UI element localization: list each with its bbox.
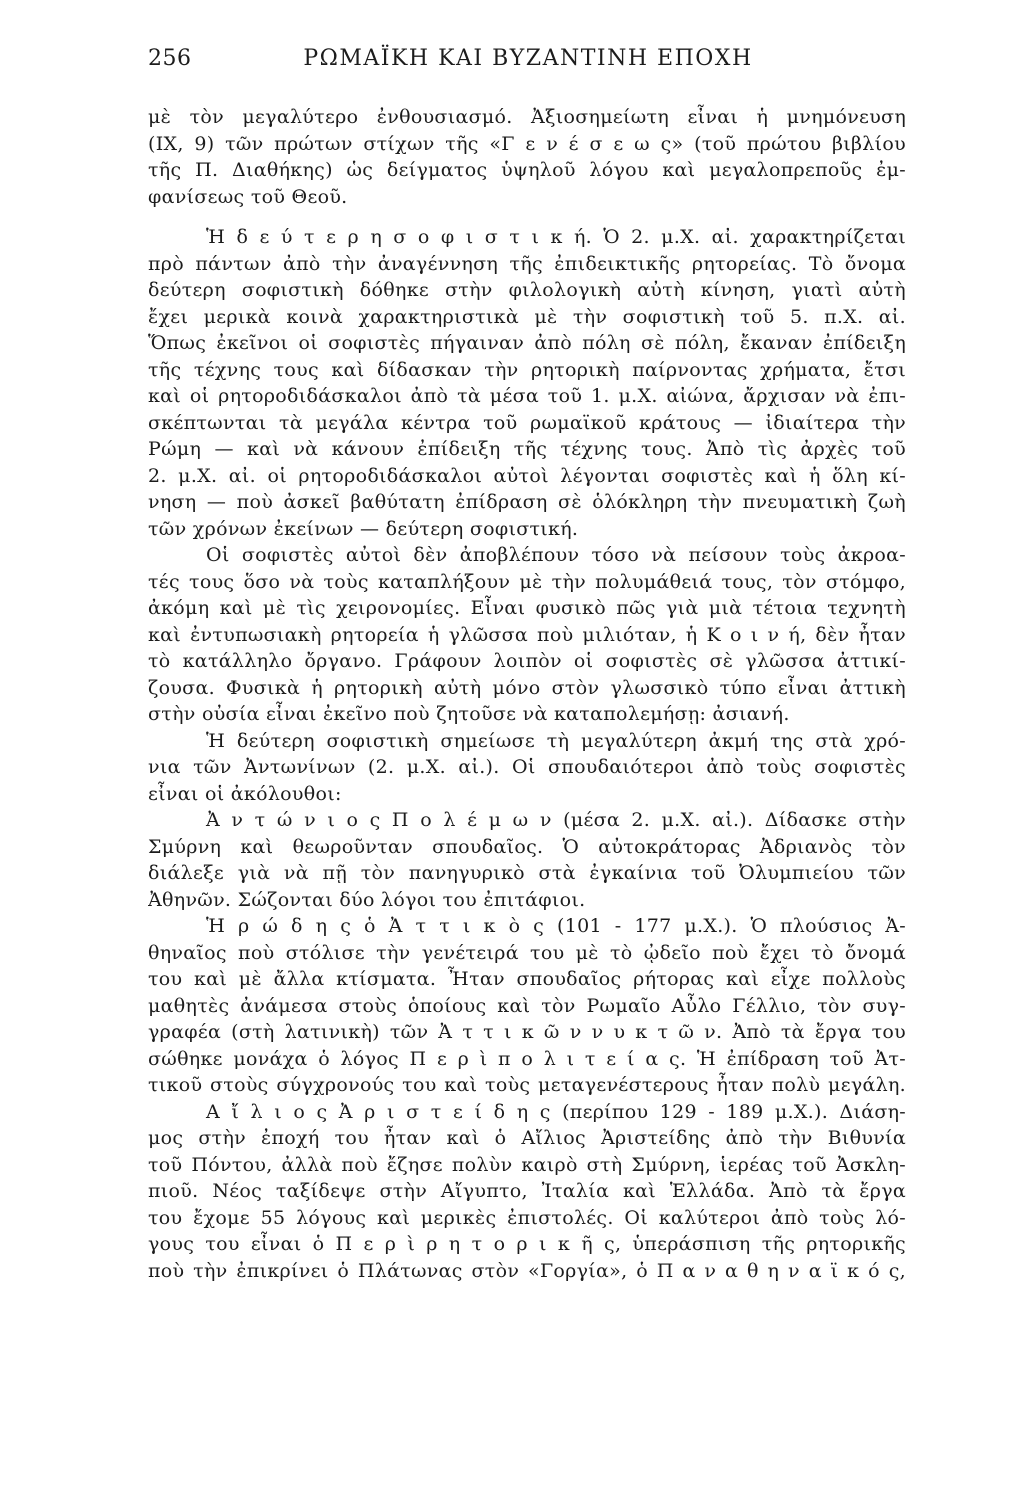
text-line: φανίσεως τοῦ Θεοῦ.	[148, 185, 348, 208]
text-line: τὸ κατάλληλο ὄργανο. Γράφουν λοιπὸν οἱ σοφιστὲς σὲ γλῶσσα ἀττικί-	[148, 650, 906, 672]
text-line: τές τους ὅσο νὰ τοὺς καταπλήξουν μὲ τὴν πολυμάθειά τους, τὸν στόμφο,	[148, 570, 906, 593]
page-number: 256	[148, 46, 192, 71]
text-line: ἔχει μερικὰ κοινὰ χαρακτηριστικὰ μὲ τὴν σοφιστικὴ τοῦ 5. π.Χ. αἰ.	[148, 305, 906, 328]
text-line: δεύτερη σοφιστικὴ δόθηκε στὴν φιλολογικὴ αὐτὴ κίνηση, γιατὶ αὐτὴ	[148, 279, 906, 301]
text-line: Οἱ σοφιστὲς αὐτοὶ δὲν ἀποβλέπουν τόσο νὰ πείσουν τοὺς ἀκροα-	[206, 544, 906, 566]
text-line: γους του εἶναι ὁ Π ε ρ ὶ ρ η τ ο ρ ι κ ῆ ς, ὑπεράσπιση τῆς ρητορικῆς	[148, 1233, 906, 1255]
text-line: μος στὴν ἐποχή του ἦταν καὶ ὁ Αἴλιος Ἀριστείδης ἀπὸ τὴν Βιθυνία	[148, 1127, 906, 1149]
text-line: πιοῦ. Νέος ταξίδεψε στὴν Αἴγυπτο, Ἰταλία καὶ Ἑλλάδα. Ἀπὸ τὰ ἔργα	[148, 1180, 906, 1202]
text-line: σώθηκε μονάχα ὁ λόγος Π ε ρ ὶ π ο λ ι τ ε ί α ς. Ἡ ἐπίδραση τοῦ Ἀτ-	[148, 1047, 906, 1070]
text-line: Ὅπως ἐκεῖνοι οἱ σοφιστὲς πήγαιναν ἀπὸ πόλη σὲ πόλη, ἔκαναν ἐπίδειξη	[148, 332, 906, 354]
text-line: τοῦ Πόντου, ἀλλὰ ποὺ ἔζησε πολὺν καιρὸ στὴ Σμύρνη, ἱερέας τοῦ Ἀσκλη-	[148, 1153, 906, 1176]
entry-heading-line: Ἡ ρ ώ δ η ς ὁ Ἀ τ τ ι κ ὸ ς (101 - 177 μ.Χ.). Ὁ πλούσιος Ἀ-	[206, 915, 906, 937]
text-line: Ἡ δεύτερη σοφιστικὴ σημείωσε τὴ μεγαλύτερη ἀκμή της στὰ χρό-	[206, 729, 906, 752]
text-line: νια τῶν Ἀντωνίνων (2. μ.Χ. αἰ.). Οἱ σπουδαιότεροι ἀπὸ τοὺς σοφιστὲς	[148, 756, 906, 778]
text-line: ἀκόμη καὶ μὲ τὶς χειρονομίες. Εἶναι φυσικὸ πῶς γιὰ μιὰ τέτοια τεχνητὴ	[148, 597, 906, 619]
section-heading-line: Ἡ δ ε ύ τ ε ρ η σ ο φ ι σ τ ι κ ή. Ὁ 2. μ.Χ. αἰ. χαρακτηρίζεται	[206, 226, 906, 248]
text-line: σκέπτωνται τὰ μεγάλα κέντρα τοῦ ρωμαϊκοῦ κράτους — ἰδιαίτερα τὴν	[148, 411, 906, 434]
text-line: μαθητὲς ἀνάμεσα στοὺς ὁποίους καὶ τὸν Ρωμαῖο Αὖλο Γέλλιο, τὸν συγ-	[148, 994, 906, 1017]
text-line: γραφέα (στὴ λατινικὴ) τῶν Ἀ τ τ ι κ ῶ ν ν υ κ τ ῶ ν. Ἀπὸ τὰ ἔργα του	[148, 1021, 906, 1043]
text-line: Ρώμη — καὶ νὰ κάνουν ἐπίδειξη τῆς τέχνης τους. Ἀπὸ τὶς ἀρχὲς τοῦ	[148, 438, 906, 460]
text-line: (IX, 9) τῶν πρώτων στίχων τῆς «Γ ε ν έ σ ε ω ς» (τοῦ πρώτου βιβλίου	[148, 132, 906, 155]
text-line: τικοῦ στοὺς σύγχρονούς του καὶ τοὺς μεταγενέστερους ἦταν πολὺ μεγάλη.	[148, 1074, 906, 1096]
text-line: ποὺ τὴν ἐπικρίνει ὁ Πλάτωνας στὸν «Γοργία», ὁ Π α ν α θ η ν α ϊ κ ό ς,	[148, 1259, 906, 1282]
body-text	[148, 104, 906, 1284]
text-line: τῆς τέχνης τους καὶ δίδασκαν τὴν ρητορικὴ παίρνοντας χρήματα, ἔτσι	[148, 358, 906, 381]
text-line: θηναῖος ποὺ στόλισε τὴν γενέτειρά του μὲ τὸ ᾠδεῖο ποὺ ἔχει τὸ ὄνομά	[148, 941, 906, 964]
text-line: νηση — ποὺ ἀσκεῖ βαθύτατη ἐπίδραση σὲ ὁλόκληρη τὴν πνευματικὴ ζωὴ	[148, 491, 906, 513]
text-line: του ἔχομε 55 λόγους καὶ μερικὲς ἐπιστολές. Οἱ καλύτεροι ἀπὸ τοὺς λό-	[148, 1206, 906, 1229]
running-title: ΡΩΜΑΪΚΗ ΚΑΙ ΒΥΖΑΝΤΙΝΗ ΕΠΟΧΗ	[303, 46, 753, 71]
text-line: καὶ οἱ ρητοροδιδάσκαλοι ἀπὸ τὰ μέσα τοῦ 1. μ.Χ. αἰώνα, ἄρχισαν νὰ ἐπι-	[148, 385, 906, 407]
text-line: διάλεξε γιὰ νὰ πῇ τὸν πανηγυρικὸ στὰ ἐγκαίνια τοῦ Ὀλυμπιείου τῶν	[148, 862, 906, 884]
page-header	[148, 44, 908, 84]
text-line: 2. μ.Χ. αἰ. οἱ ρητοροδιδάσκαλοι αὐτοὶ λέγονται σοφιστὲς καὶ ἡ ὅλη κί-	[148, 464, 906, 487]
text-line: πρὸ πάντων ἀπὸ τὴν ἀναγέννηση τῆς ἐπιδεικτικῆς ρητορείας. Τὸ ὄνομα	[148, 252, 906, 275]
text-line: Σμύρνη καὶ θεωροῦνταν σπουδαῖος. Ὁ αὐτοκράτορας Ἀδριανὸς τὸν	[148, 835, 906, 858]
text-line: στὴν οὐσία εἶναι ἐκεῖνο ποὺ ζητοῦσε νὰ καταπολεμήσῃ: ἀσιανή.	[148, 703, 790, 725]
text-line: καὶ ἐντυπωσιακὴ ρητορεία ἡ γλῶσσα ποὺ μιλιόταν, ἡ Κ ο ι ν ή, δὲν ἦταν	[148, 623, 906, 646]
text-line: τῶν χρόνων ἐκείνων — δεύτερη σοφιστική.	[148, 517, 579, 540]
text-line: τῆς Π. Διαθήκης) ὡς δείγματος ὑψηλοῦ λόγου καὶ μεγαλοπρεποῦς ἐμ-	[148, 159, 906, 181]
text-line: του καὶ μὲ ἄλλα κτίσματα. Ἦταν σπουδαῖος ρήτορας καὶ εἶχε πολλοὺς	[148, 968, 906, 990]
text-line: Ἀθηνῶν. Σώζονται δύο λόγοι του ἐπιτάφιοι.	[148, 888, 586, 911]
text-line: εἶναι οἱ ἀκόλουθοι:	[148, 782, 342, 805]
entry-heading-line: Ἀ ν τ ώ ν ι ο ς Π ο λ έ μ ω ν (μέσα 2. μ.Χ. αἰ.). Δίδασκε στὴν	[206, 809, 906, 831]
text-line: μὲ τὸν μεγαλύτερο ἐνθουσιασμό. Ἀξιοσημείωτη εἶναι ἡ μνημόνευση	[148, 106, 906, 128]
text-line: ζουσα. Φυσικὰ ἡ ρητορικὴ αὐτὴ μόνο στὸν γλωσσικὸ τύπο εἶναι ἀττικὴ	[148, 676, 906, 699]
entry-heading-line: Α ἴ λ ι ο ς Ἀ ρ ι σ τ ε ί δ η ς (περίπου 129 - 189 μ.Χ.). Διάση-	[206, 1100, 906, 1123]
